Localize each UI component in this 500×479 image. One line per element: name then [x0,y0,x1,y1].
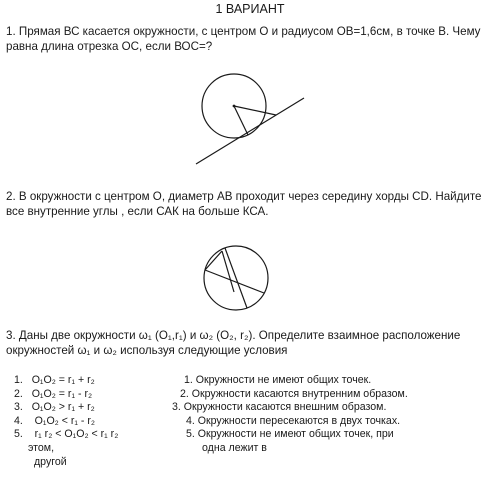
condition-item: 5. r₁ r₂ < O₁O₂ < r₁ r₂ [14,428,119,441]
diameter-ab [225,248,247,308]
center-point [233,105,236,108]
radius-ob [234,106,248,135]
task-1-text: 1. Прямая ВС касается окружности, с центром О и радиусом ОВ=1,6см, в точке В. Чему равна длина отрезка ОС, если ВОС=? [6,25,481,53]
answer-item: 4. Окружности пересекаются в двух точках. [186,414,401,427]
condition-item: 1. O₁O₂ = r₁ + r₂ [14,374,95,386]
answers-list [172,374,408,456]
task-2-text: 2. В окружности с центром О, диаметр АВ проходит через середину хорды CD. Найдите все внутренние углы , если САК на больше КСА. [6,190,482,218]
segment-oc [234,106,276,115]
condition-item: 3. O₁O₂ > r₁ + r₂ [14,401,95,414]
segment-ca [205,251,222,270]
condition-item: 2. O₁O₂ = r₁ - r₂ [14,387,93,400]
tangent-figure [190,70,310,170]
answer-item: одна лежит в [202,441,267,454]
answer-item: 5. Окружности не имеют общих точек, при [186,428,394,441]
conditions-list [14,374,118,469]
answer-item: 3. Окружности касаются внешним образом. [172,401,387,414]
chord-figure [198,238,278,318]
answer-item: 2. Окружности касаются внутренним образом. [180,387,408,400]
tangent-line [196,98,304,164]
condition-tail-1: этом, [28,441,55,454]
condition-tail-2: другой [34,455,67,468]
task-3-text: 3. Даны две окружности ω₁ (O₁,r₁) и ω₂ (O₂, r₂). Определите взаимное расположение окружностей ω₁ и ω₂ используя следующие условия [6,329,461,357]
answer-item: 1. Окружности не имеют общих точек. [184,374,372,386]
condition-item: 4. O₁O₂ < r₁ - r₂ [14,414,96,427]
page-title: 1 ВАРИАНТ [215,2,285,16]
